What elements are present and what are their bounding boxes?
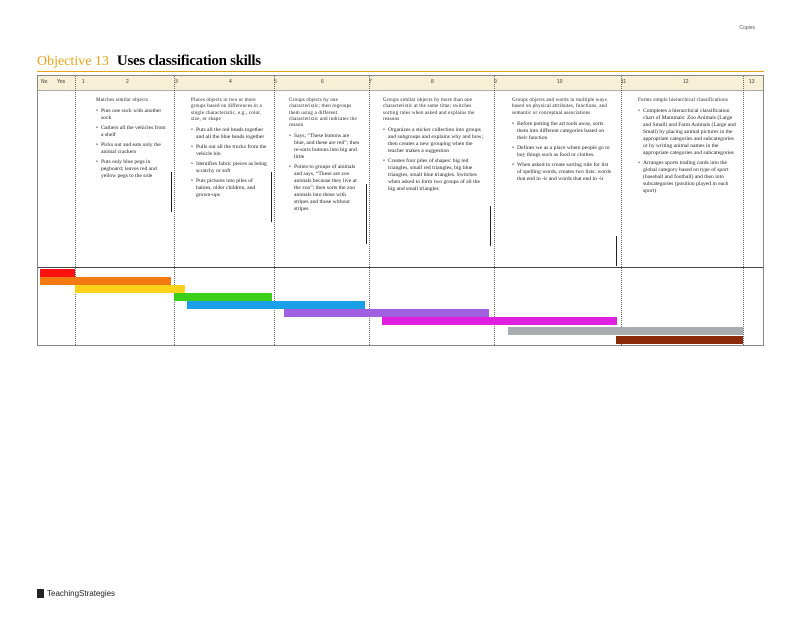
column-2-item: • Identifies fabric pieces as being scratchy or soft xyxy=(191,161,267,175)
column-guide xyxy=(621,76,622,345)
objective-number: Objective 13 xyxy=(37,54,109,69)
title-underline xyxy=(37,71,764,72)
color-band-divider xyxy=(38,267,763,268)
column-2-item: • Pulls out all the trucks from the vehicle bin xyxy=(191,144,267,158)
level-header-row xyxy=(38,76,763,91)
column-bracket xyxy=(366,184,367,244)
color-band-green xyxy=(174,293,272,301)
column-bracket xyxy=(616,236,617,266)
header-level-13: 13 xyxy=(749,79,755,85)
logo-text: TeachingStrategies xyxy=(47,588,116,598)
column-1-item: • Puts one sock with another sock xyxy=(96,108,168,122)
progression-chart xyxy=(37,75,764,346)
level-column-4 xyxy=(383,98,488,196)
column-guide xyxy=(75,76,76,345)
color-band-magenta xyxy=(382,317,617,325)
header-no: No xyxy=(41,79,48,85)
column-2-item: • Puts all the red beads together and all the blue beads together xyxy=(191,127,267,141)
column-1-item: • Picks out and eats only the animal crackers xyxy=(96,142,168,156)
header-level-1: 1 xyxy=(82,79,85,85)
level-column-5 xyxy=(512,98,612,186)
column-5-item: • Defines we as a place where people go to buy things such as food or clothes. xyxy=(512,145,612,159)
color-band-yellow xyxy=(75,285,185,293)
column-2-lead: Places objects in two or more groups based on differences in a single characteristic, e.g., color, size, or shape xyxy=(191,98,262,122)
color-band-orange xyxy=(40,277,171,285)
column-2-item: • Puts pictures into piles of babies, older children, and grown-ups xyxy=(191,178,267,199)
level-column-1 xyxy=(96,98,168,183)
level-column-3 xyxy=(289,98,361,216)
column-6-item: • Completes a hierarchical classification chart of Mammals: Zoo Animals (Large and Small) and Farm Animals (Large and Small) by placing animal pictures in the appropriate categories and subcategories or by writing animal names in the appropriate categories and subcategories xyxy=(638,108,738,157)
column-guide xyxy=(494,76,495,345)
column-bracket xyxy=(490,206,491,246)
color-band-blue xyxy=(187,301,365,309)
header-level-7: 7 xyxy=(369,79,372,85)
color-band-purple xyxy=(284,309,489,317)
header-level-2: 2 xyxy=(126,79,129,85)
publisher-logo xyxy=(37,584,115,602)
header-level-6: 6 xyxy=(321,79,324,85)
column-1-item: • Puts only blue pegs in pegboard; leaves red and yellow pegs to the side xyxy=(96,159,168,180)
header-level-8: 8 xyxy=(431,79,434,85)
column-5-lead: Groups objects and words in multiple ways based on physical attributes, functions, and semantic or conceptual associations xyxy=(512,98,608,116)
header-level-5: 5 xyxy=(274,79,277,85)
level-column-6 xyxy=(638,98,738,198)
column-bracket xyxy=(271,172,272,222)
column-bracket xyxy=(171,172,172,212)
column-4-item: • Creates four piles of shapes: big red triangles, small red triangles, big blue triangles, small blue triangles. Switches when asked to form two groups of all the big and small triangles xyxy=(383,158,488,193)
column-1-lead: Matches similar objects xyxy=(96,98,149,103)
header-level-10: 10 xyxy=(557,79,563,85)
column-guide xyxy=(174,76,175,345)
header-level-12: 12 xyxy=(683,79,689,85)
column-1-item: • Gathers all the vehicles from a shelf xyxy=(96,125,168,139)
page-corner-label: Copies xyxy=(739,25,755,31)
color-band-red xyxy=(40,269,75,277)
level-column-2 xyxy=(191,98,267,202)
column-6-item: • Arranges sports trading cards into the global category based on type of sport (baseball and football) and then into subcategories (position played in each sport) xyxy=(638,160,738,195)
column-3-item: • Says, “These buttons are blue, and these are red”; then re-sorts buttons into big and little xyxy=(289,133,361,161)
column-3-lead: Groups objects by one characteristic; then regroups them using a different characteristic and indicates the reason xyxy=(289,98,357,128)
header-level-3: 3 xyxy=(175,79,178,85)
column-5-item: • Before putting the art tools away, sorts them into different categories based on their function xyxy=(512,121,612,142)
column-4-lead: Groups similar objects by more than one characteristic at the same time; switches sorting rules when asked and explains the reasons xyxy=(383,98,475,122)
color-band-brown xyxy=(616,336,743,344)
logo-mark-icon xyxy=(37,589,44,598)
column-6-lead: Forms simple hierarchical classifications xyxy=(638,98,728,103)
header-yes: Yes xyxy=(57,79,66,85)
column-4-item: • Organizes a sticker collection into groups and subgroups and explains why and how; then creates a new grouping when the teacher makes a suggestion xyxy=(383,127,488,155)
objective-title xyxy=(37,52,261,70)
header-level-4: 4 xyxy=(229,79,232,85)
column-5-item: • When asked to create sorting rule for list of spelling words, creates two lists: words that end in -ir and words that end in -ir xyxy=(512,162,612,183)
column-guide xyxy=(369,76,370,345)
header-level-9: 9 xyxy=(494,79,497,85)
objective-heading: Uses classification skills xyxy=(116,53,261,69)
column-3-item: • Points to groups of animals and says, “These are zoo animals because they live at the zoo”; then sorts the zoo animals into those with stripes and those without stripes xyxy=(289,164,361,213)
column-guide xyxy=(743,76,744,345)
color-band-gray xyxy=(508,327,743,335)
header-level-11: 11 xyxy=(621,79,627,85)
